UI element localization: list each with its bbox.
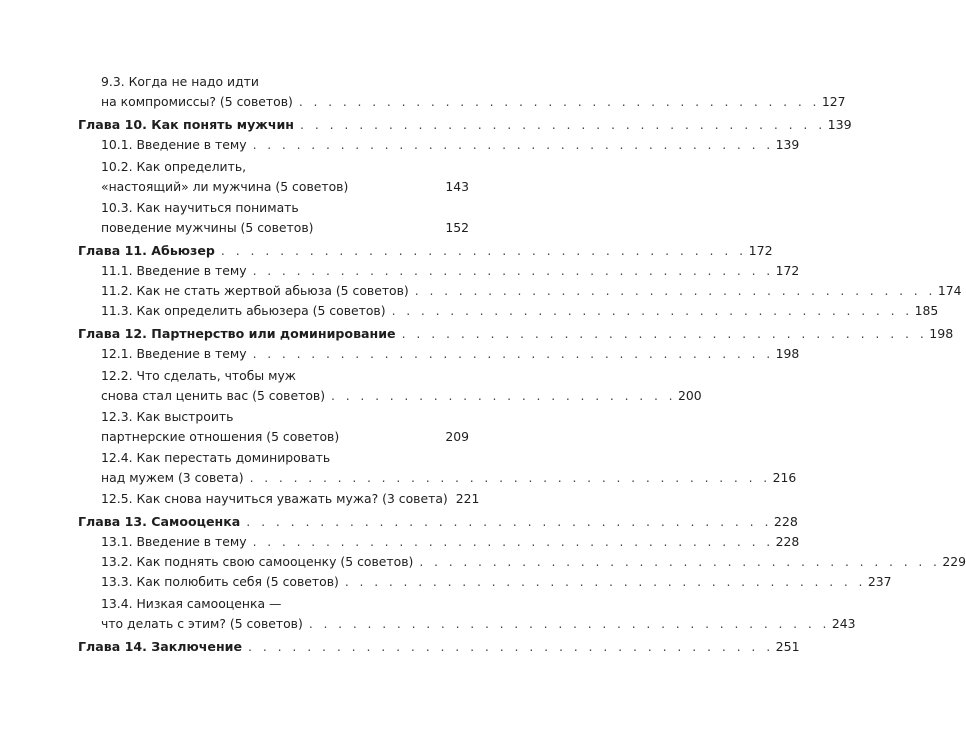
toc-entry-13-2 [0, 550, 966, 570]
toc-entry-title: что делать с этим? (5 советов) [101, 616, 303, 631]
toc-entry-title: 12.3. Как выстроить [101, 409, 234, 424]
leader-dots: . . . . . . . . . . . . . . . . . . . . . . . . . . . . . . . . . . . . [252, 534, 774, 549]
toc-entry-title: 11.3. Как определить абьюзера (5 советов) [101, 303, 386, 318]
toc-entry-title: поведение мужчины (5 советов) [101, 220, 314, 235]
toc-entry-title: 9.3. Когда не надо идти [101, 74, 259, 89]
toc-entry-13-3 [0, 570, 892, 590]
toc-chapter-title: Глава 14. Заключение [78, 639, 243, 654]
toc-entry-13-4 [0, 592, 600, 612]
toc-entry-title: снова стал ценить вас (5 советов) [101, 388, 326, 403]
toc-page-number: 209 [445, 429, 469, 444]
toc-page-number: 185 [914, 303, 939, 318]
toc-chapter-13 [0, 510, 798, 530]
toc-entry-title: 10.2. Как определить, [101, 159, 247, 174]
leader-dots: . . . . . . . . . . . . . . . . . . . . . . . . . . . . . . . . . . . . [344, 574, 866, 589]
toc-chapter-title: Глава 11. Абьюзер [78, 243, 215, 258]
toc-entry-title: 13.3. Как полюбить себя (5 советов) [101, 574, 339, 589]
toc-entry-title: 10.3. Как научиться понимать [101, 200, 299, 215]
toc-page-number: 200 [677, 388, 702, 403]
toc-entry-12-3-cont [0, 425, 600, 445]
toc-page-number: 228 [773, 514, 798, 529]
toc-page-number: 172 [775, 263, 800, 278]
toc-entry-10-2 [0, 155, 600, 175]
toc-page-number: 216 [772, 470, 797, 485]
toc-entry-title: «настоящий» ли мужчина (5 советов) [101, 179, 349, 194]
toc-entry-12-4 [0, 446, 600, 466]
toc-entry-11-1 [0, 259, 800, 279]
toc-entry-title: 11.2. Как не стать жертвой абьюза (5 советов) [101, 283, 409, 298]
toc-page-number: 172 [748, 243, 773, 258]
toc-chapter-12 [0, 322, 954, 342]
leader-dots: . . . . . . . . . . . . . . . . . . . . . . . . . . . . . . . . . . . . [308, 616, 830, 631]
toc-chapter-14 [0, 635, 800, 655]
toc-entry-title: 12.2. Что сделать, чтобы муж [101, 368, 296, 383]
toc-page-number: 198 [775, 346, 800, 361]
toc-chapter-11 [0, 239, 773, 259]
toc-page-number: 229 [942, 554, 966, 569]
toc-entry-11-2 [0, 279, 962, 299]
toc-entry-title: 13.4. Низкая самооценка — [101, 596, 282, 611]
toc-entry-title: 11.1. Введение в тему [101, 263, 247, 278]
toc-entry-title: 10.1. Введение в тему [101, 137, 247, 152]
leader-dots: . . . . . . . . . . . . . . . . . . . . . . . . . . . . . . . . . . . . [401, 326, 928, 341]
toc-entry-title: на компромиссы? (5 советов) [101, 94, 293, 109]
toc-entry-10-2-cont [0, 175, 600, 195]
toc-chapter-10 [0, 113, 852, 133]
leader-dots: . . . . . . . . . . . . . . . . . . . . . . . . . . . . . . . . . . . . [246, 514, 772, 529]
toc-page-number: 174 [937, 283, 962, 298]
toc-entry-12-1 [0, 342, 800, 362]
toc-page-number: 152 [445, 220, 469, 235]
leader-dots: . . . . . . . . . . . . . . . . . . . . . . . . . . . . . . . . . . . . [419, 554, 941, 569]
toc-page-number: 127 [821, 94, 846, 109]
leader-dots: . . . . . . . . . . . . . . . . . . . . . . . . . . . . . . . . . . . . [391, 303, 913, 318]
leader-dots: . . . . . . . . . . . . . . . . . . . . . . . . . . . . . . . . . . . . [252, 137, 774, 152]
toc-entry-12-4-cont [0, 466, 797, 486]
toc-page-number: 237 [867, 574, 892, 589]
toc-entry-10-3-cont [0, 216, 600, 236]
toc-entry-10-1 [0, 133, 800, 153]
toc-entry-title: 12.1. Введение в тему [101, 346, 247, 361]
leader-dots: . . . . . . . . . . . . . . . . . . . . . . . . . . . . . . . . . . . . [252, 346, 774, 361]
toc-entry-title: 13.2. Как поднять свою самооценку (5 советов) [101, 554, 414, 569]
toc-chapter-title: Глава 10. Как понять мужчин [78, 117, 295, 132]
leader-dots: . . . . . . . . . . . . . . . . . . . . . . . . . . . . . . . . . . . . [300, 117, 826, 132]
toc-entry-title: партнерские отношения (5 советов) [101, 429, 340, 444]
leader-dots: . . . . . . . . . . . . . . . . . . . . . . . . [331, 388, 676, 403]
toc-entry-12-2 [0, 364, 600, 384]
toc-entry-title: над мужем (3 совета) [101, 470, 244, 485]
toc-page-number: 139 [775, 137, 800, 152]
toc-entry-9-3-cont [0, 90, 846, 110]
toc-chapter-title: Глава 12. Партнерство или доминирование [78, 326, 396, 341]
toc-entry-12-3 [0, 405, 600, 425]
toc-page-number: 198 [929, 326, 954, 341]
toc-page-number: 139 [827, 117, 852, 132]
leader-dots: . . . . . . . . . . . . . . . . . . . . . . . . . . . . . . . . . . . . [220, 243, 747, 258]
leader-dots: . . . . . . . . . . . . . . . . . . . . . . . . . . . . . . . . . . . . [248, 639, 774, 654]
leader-dots: . . . . . . . . . . . . . . . . . . . . . . . . . . . . . . . . . . . . [414, 283, 936, 298]
toc-entry-10-3 [0, 196, 600, 216]
toc-page-number: 143 [445, 179, 469, 194]
toc-entry-13-1 [0, 530, 800, 550]
toc-entry-title: 13.1. Введение в тему [101, 534, 247, 549]
toc-entry-12-5 [0, 487, 600, 507]
leader-dots: . . . . . . . . . . . . . . . . . . . . . . . . . . . . . . . . . . . . [298, 94, 820, 109]
leader-dots: . . . . . . . . . . . . . . . . . . . . . . . . . . . . . . . . . . . . [252, 263, 774, 278]
toc-entry-title: 12.5. Как снова научиться уважать мужа? (3 совета) [101, 491, 448, 506]
toc-entry-13-4-cont [0, 612, 856, 632]
toc-entry-11-3 [0, 299, 939, 319]
toc-chapter-title: Глава 13. Самооценка [78, 514, 241, 529]
toc-page-number: 221 [455, 491, 480, 506]
toc-page-number: 243 [831, 616, 856, 631]
leader-dots: . . . . . . . . . . . . . . . . . . . . . . . . . . . . . . . . . . . . [249, 470, 771, 485]
toc-page-number: 251 [775, 639, 800, 654]
toc-page-number: 228 [775, 534, 800, 549]
toc-entry-9-3 [0, 70, 600, 90]
toc-entry-12-2-cont [0, 384, 702, 404]
toc-entry-title: 12.4. Как перестать доминировать [101, 450, 331, 465]
